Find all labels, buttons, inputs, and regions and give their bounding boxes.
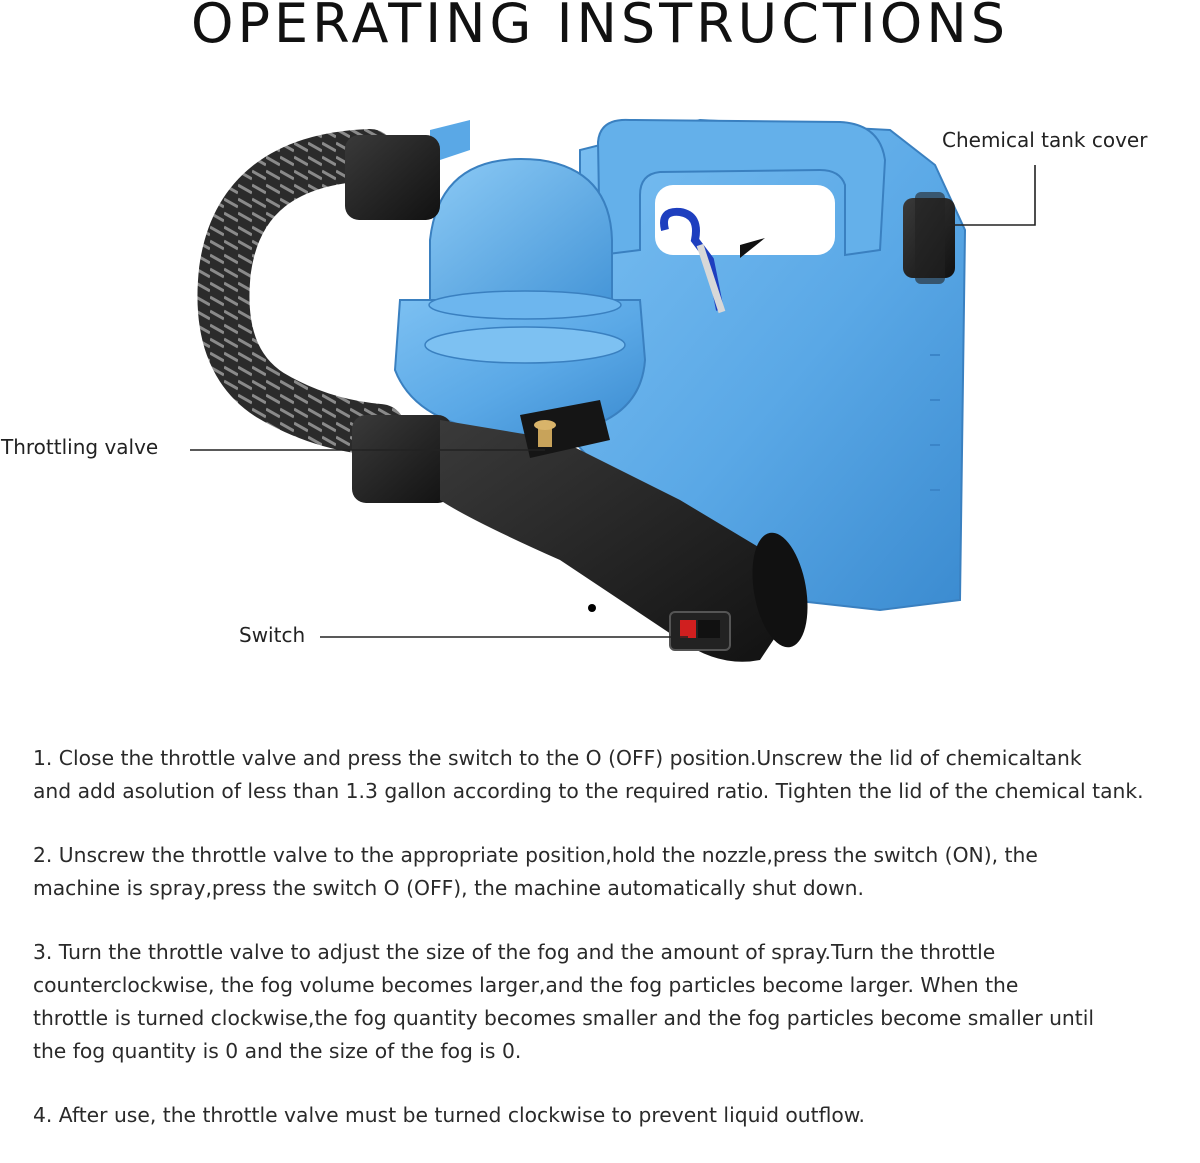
instructions-list — [33, 742, 1198, 1163]
instruction-step-4 — [33, 1099, 1198, 1132]
step-3-line-4: the fog quantity is 0 and the size of the fog is 0. — [33, 1039, 522, 1063]
step-1-line-1: 1. Close the throttle valve and press the switch to the O (OFF) position.Unscrew the lid of chemicaltank — [33, 746, 1082, 770]
callout-throttling-valve: Throttling valve — [1, 435, 159, 459]
step-4-line-1: 4. After use, the throttle valve must be turned clockwise to prevent liquid outflow. — [33, 1103, 865, 1127]
power-switch — [670, 612, 730, 650]
step-3-line-2: counterclockwise, the fog volume becomes larger,and the fog particles become larger. When the — [33, 973, 1019, 997]
callout-chemical-tank-cover: Chemical tank cover — [942, 128, 1148, 152]
callout-switch: Switch — [239, 623, 306, 647]
step-3-line-1: 3. Turn the throttle valve to adjust the size of the fog and the amount of spray.Turn the throttle — [33, 940, 996, 964]
step-2-line-2: machine is spray,press the switch O (OFF), the machine automatically shut down. — [33, 876, 864, 900]
instruction-step-2 — [33, 839, 1198, 905]
instruction-step-1 — [33, 742, 1198, 808]
step-2-line-1: 2. Unscrew the throttle valve to the appropriate position,hold the nozzle,press the switch (ON), the — [33, 843, 1038, 867]
step-3-line-3: throttle is turned clockwise,the fog quantity becomes smaller and the fog particles become smaller until — [33, 1006, 1095, 1030]
instruction-step-3 — [33, 936, 1198, 1068]
tank-cover-cap — [903, 192, 955, 284]
page-title: OPERATING INSTRUCTIONS — [190, 0, 1009, 55]
step-1-line-2: and add asolution of less than 1.3 gallon according to the required ratio. Tighten the lid of the chemical tank. — [33, 779, 1144, 803]
fogger-machine-illustration — [0, 80, 1200, 720]
